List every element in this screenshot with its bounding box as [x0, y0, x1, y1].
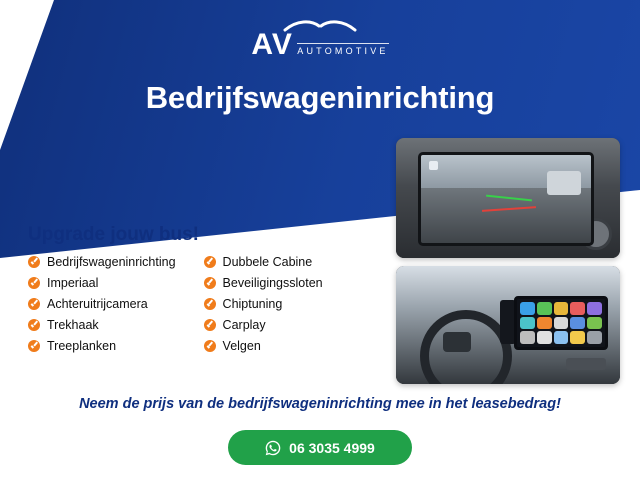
camera-display	[418, 152, 594, 246]
check-circle-icon	[204, 256, 216, 268]
section-title: Upgrade jouw bus!	[28, 224, 199, 245]
carplay-display	[514, 296, 608, 350]
check-circle-icon	[204, 298, 216, 310]
check-circle-icon	[28, 298, 40, 310]
list-item-label: Achteruitrijcamera	[47, 297, 148, 311]
dash-vent	[566, 358, 606, 370]
brand-logo	[0, 22, 640, 60]
reversing-camera-photo	[396, 138, 620, 258]
check-circle-icon	[204, 340, 216, 352]
check-circle-icon	[28, 277, 40, 289]
list-item-label: Carplay	[222, 318, 266, 332]
list-item-label: Chiptuning	[222, 297, 283, 311]
feature-lists	[28, 253, 323, 355]
logo-subtitle: AUTOMOTIVE	[297, 43, 388, 56]
list-item	[28, 295, 176, 313]
list-item-label: Trekhaak	[47, 318, 99, 332]
page-title: Bedrijfswageninrichting	[145, 80, 495, 115]
list-item	[28, 316, 176, 334]
list-item	[204, 337, 323, 355]
check-circle-icon	[204, 277, 216, 289]
list-item	[204, 253, 323, 271]
list-item-label: Velgen	[222, 339, 261, 353]
cockpit-carplay-photo	[396, 266, 620, 384]
whatsapp-icon	[265, 440, 281, 456]
feature-list-column-2	[204, 253, 323, 355]
list-item	[28, 253, 176, 271]
list-item-label: Treeplanken	[47, 339, 117, 353]
list-item	[204, 274, 323, 292]
logo-mark	[251, 22, 388, 60]
whatsapp-call-button[interactable]	[228, 430, 412, 465]
list-item	[204, 295, 323, 313]
list-item	[28, 337, 176, 355]
list-item-label: Dubbele Cabine	[222, 255, 313, 269]
logo-letters: AV	[251, 28, 293, 61]
check-circle-icon	[28, 319, 40, 331]
check-circle-icon	[28, 256, 40, 268]
list-item	[204, 316, 323, 334]
swoosh-icon	[283, 20, 357, 38]
list-item-label: Imperiaal	[47, 276, 99, 290]
check-circle-icon	[28, 340, 40, 352]
check-circle-icon	[204, 319, 216, 331]
list-item-label: Bedrijfswageninrichting	[47, 255, 176, 269]
list-item-label: Beveiligingssloten	[222, 276, 323, 290]
feature-list-column-1	[28, 253, 176, 355]
tagline: Neem de prijs van de bedrijfswageninrichting mee in het leasebedrag!	[79, 396, 561, 412]
list-item	[28, 274, 176, 292]
cta-label: 06 3035 4999	[289, 439, 375, 456]
